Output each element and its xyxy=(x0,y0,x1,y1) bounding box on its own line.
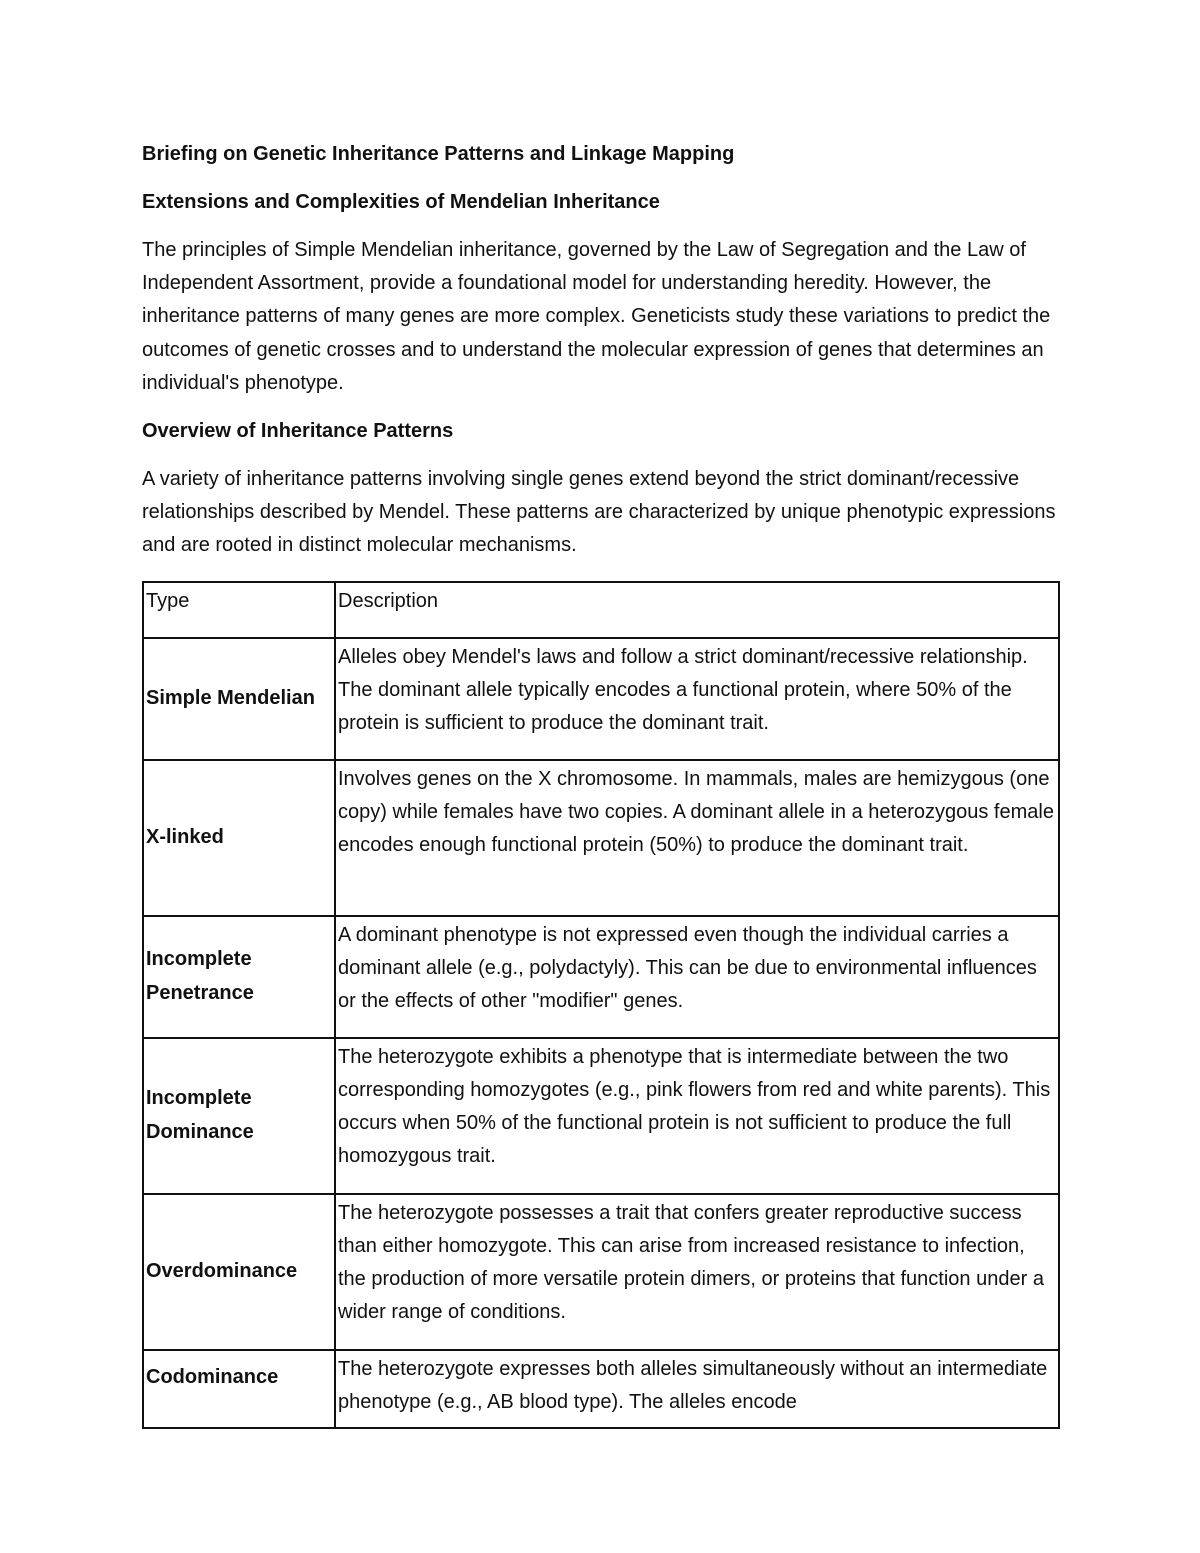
paragraph-extensions: The principles of Simple Mendelian inheritance, governed by the Law of Segregation and the Law of Independent Assortment, provide a foundational model for understanding heredity. However, the inheritance patterns of many genes are more complex. Geneticists study these variations to predict the outcomes of genetic crosses and to understand the molecular expression of genes that determines an individual's phenotype. xyxy=(142,239,1051,394)
inheritance-patterns-table xyxy=(142,581,1060,1429)
row-description: Alleles obey Mendel's laws and follow a strict dominant/recessive relationship. The dominant allele typically encodes a functional protein, where 50% of the protein is sufficient to produce the dominant trait. xyxy=(335,638,1059,760)
section-heading-extensions: Extensions and Complexities of Mendelian Inheritance xyxy=(142,191,660,213)
row-description: Involves genes on the X chromosome. In mammals, males are hemizygous (one copy) while females have two copies. A dominant allele in a heterozygous female encodes enough functional protein (50%) to produce the dominant trait. xyxy=(335,760,1059,916)
row-description: The heterozygote exhibits a phenotype that is intermediate between the two corresponding homozygotes (e.g., pink flowers from red and white parents). This occurs when 50% of the functional protein is not sufficient to produce the full homozygous trait. xyxy=(335,1038,1059,1194)
row-type: Incomplete Penetrance xyxy=(143,916,335,1038)
table-header-row xyxy=(143,582,1059,638)
table-row xyxy=(143,916,1059,1038)
row-type: Simple Mendelian xyxy=(143,638,335,760)
table-row xyxy=(143,638,1059,760)
row-type: X-linked xyxy=(143,760,335,916)
row-type: Incomplete Dominance xyxy=(143,1038,335,1194)
header-description: Description xyxy=(335,582,1059,638)
row-description: A dominant phenotype is not expressed even though the individual carries a dominant allele (e.g., polydactyly). This can be due to environmental influences or the effects of other "modifier" genes. xyxy=(335,916,1059,1038)
section-heading-overview: Overview of Inheritance Patterns xyxy=(142,420,454,443)
paragraph-overview: A variety of inheritance patterns involving single genes extend beyond the strict dominant/recessive relationships described by Mendel. These patterns are characterized by unique phenotypic expressions and are rooted in distinct molecular mechanisms. xyxy=(142,468,1056,557)
header-type: Type xyxy=(143,582,335,638)
document-page xyxy=(142,138,1062,1429)
row-type: Codominance xyxy=(143,1350,335,1428)
table-row xyxy=(143,760,1059,916)
row-type: Overdominance xyxy=(143,1194,335,1350)
row-description: The heterozygote expresses both alleles simultaneously without an intermediate phenotype (e.g., AB blood type). The alleles encode xyxy=(335,1350,1059,1428)
table-row xyxy=(143,1194,1059,1350)
table-row xyxy=(143,1350,1059,1428)
row-description: The heterozygote possesses a trait that confers greater reproductive success than either homozygote. This can arise from increased resistance to infection, the production of more versatile protein dimers, or proteins that function under a wider range of conditions. xyxy=(335,1194,1059,1350)
table-row xyxy=(143,1038,1059,1194)
document-title: Briefing on Genetic Inheritance Patterns and Linkage Mapping xyxy=(142,143,735,165)
